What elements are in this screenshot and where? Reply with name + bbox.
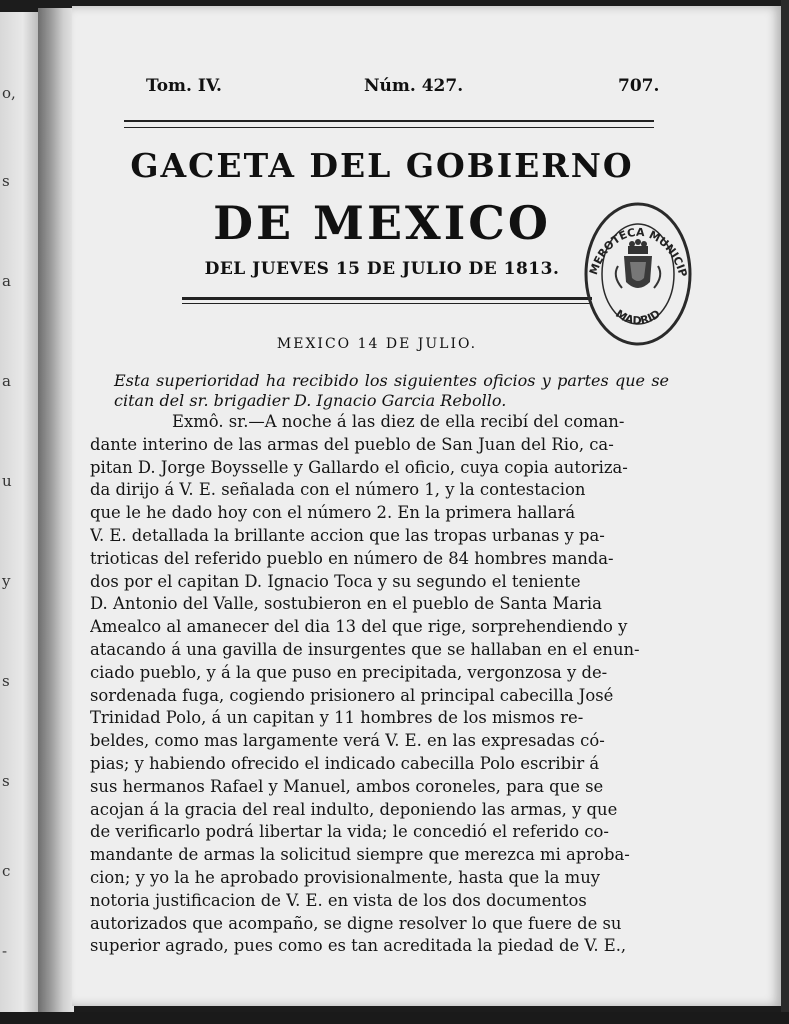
header-rule	[124, 120, 654, 122]
body-line: mandante de armas la solicitud siempre que merezca mi aproba-	[90, 845, 630, 865]
page-edge-right	[781, 0, 789, 1024]
body-line: ciado pueblo, y á la que puso en precipitada, vergonzosa y de-	[90, 662, 608, 682]
left-fragment: -	[2, 942, 8, 960]
body-line: sordenada fuga, cogiendo prisionero al principal cabecilla José	[90, 685, 614, 705]
body-line: dante interino de las armas del pueblo de San Juan del Rio, ca-	[90, 434, 614, 454]
body-line: Amealco al amanecer del dia 13 del que rige, sorprehendiendo y	[90, 617, 628, 637]
left-fragment: s	[2, 172, 10, 190]
book-gutter	[38, 8, 74, 1016]
left-fragment: a	[2, 372, 11, 390]
left-fragment: s	[2, 772, 10, 790]
masthead-rule-thin	[182, 303, 592, 304]
masthead-line1: GACETA DEL GOBIERNO	[130, 146, 634, 185]
left-fragment: a	[2, 272, 11, 290]
body-line: atacando á una gavilla de insurgentes que se hallaban en el enun-	[90, 639, 640, 659]
body-line: de verificarlo podrá libertar la vida; le concedió el referido co-	[90, 822, 609, 842]
body-line: D. Antonio del Valle, sostubieron en el pueblo de Santa Maria	[90, 594, 602, 614]
body-line: beldes, como mas largamente verá V. E. en las expresadas có-	[90, 731, 605, 751]
newspaper-page	[72, 6, 782, 1006]
body-line: superior agrado, pues como es tan acreditada la piedad de V. E.,	[90, 936, 627, 956]
body-line: dos por el capitan D. Ignacio Toca y su segundo el teniente	[90, 571, 581, 591]
header-rule-thin	[124, 127, 654, 128]
body-line: notoria justificacion de V. E. en vista de los dos documentos	[90, 890, 587, 910]
left-fragment: c	[2, 862, 11, 880]
body-line: Trinidad Polo, á un capitan y 11 hombres de los mismos re-	[90, 708, 584, 728]
body-line: sus hermanos Rafael y Manuel, ambos coroneles, para que se	[90, 776, 604, 796]
body-line: pias; y habiendo ofrecido el indicado cabecilla Polo escribir á	[90, 753, 600, 773]
page-number: 707.	[618, 76, 660, 96]
intro-paragraph: Esta superioridad ha recibido los siguientes oficios y partes que se citan del sr. brigadier D. Ignacio Garcia Rebollo.	[114, 371, 669, 410]
left-fragment: y	[2, 572, 11, 590]
left-fragment: u	[2, 472, 12, 490]
body-line: que le he dado hoy con el número 2. En la primera hallará	[90, 503, 576, 523]
body-line: da dirijo á V. E. señalada con el número 1, y la contestacion	[90, 480, 586, 500]
body-line: pitan D. Jorge Boysselle y Gallardo el oficio, cuya copia autoriza-	[90, 457, 628, 477]
volume-number: Tom. IV.	[146, 76, 222, 96]
masthead-rule	[182, 297, 592, 300]
article-body	[90, 411, 665, 958]
library-stamp	[582, 196, 694, 348]
body-line: autorizados que acompaño, se digne resolver lo que fuere de su	[90, 913, 622, 933]
place-date: MEXICO 14 DE JULIO.	[276, 336, 478, 352]
body-line: V. E. detallada la brillante accion que las tropas urbanas y pa-	[90, 525, 605, 545]
issue-number: Núm. 427.	[364, 76, 464, 96]
left-fragment: s	[2, 672, 10, 690]
body-line: trioticas del referido pueblo en número de 84 hombres manda-	[90, 548, 614, 568]
svg-text:MADRID	[613, 307, 663, 327]
left-fragment: o,	[2, 84, 16, 102]
page-edge-bottom	[0, 1012, 789, 1024]
left-page-edge	[0, 12, 38, 1012]
crest-icon	[616, 239, 661, 288]
body-line: cion; y yo la he aprobado provisionalmente, hasta que la muy	[90, 867, 601, 887]
stamp-text-top: MEROTECA MUNICIP	[586, 225, 690, 278]
body-line: Exmô. sr.—A noche á las diez de ella recibí del coman-	[172, 412, 625, 431]
stamp-text-bottom: MADRID	[613, 307, 663, 328]
issue-date: DEL JUEVES 15 DE JULIO DE 1813.	[204, 259, 560, 279]
masthead-line2: DE MEXICO	[213, 196, 551, 250]
body-line: acojan á la gracia del real indulto, deponiendo las armas, y que	[90, 799, 618, 819]
